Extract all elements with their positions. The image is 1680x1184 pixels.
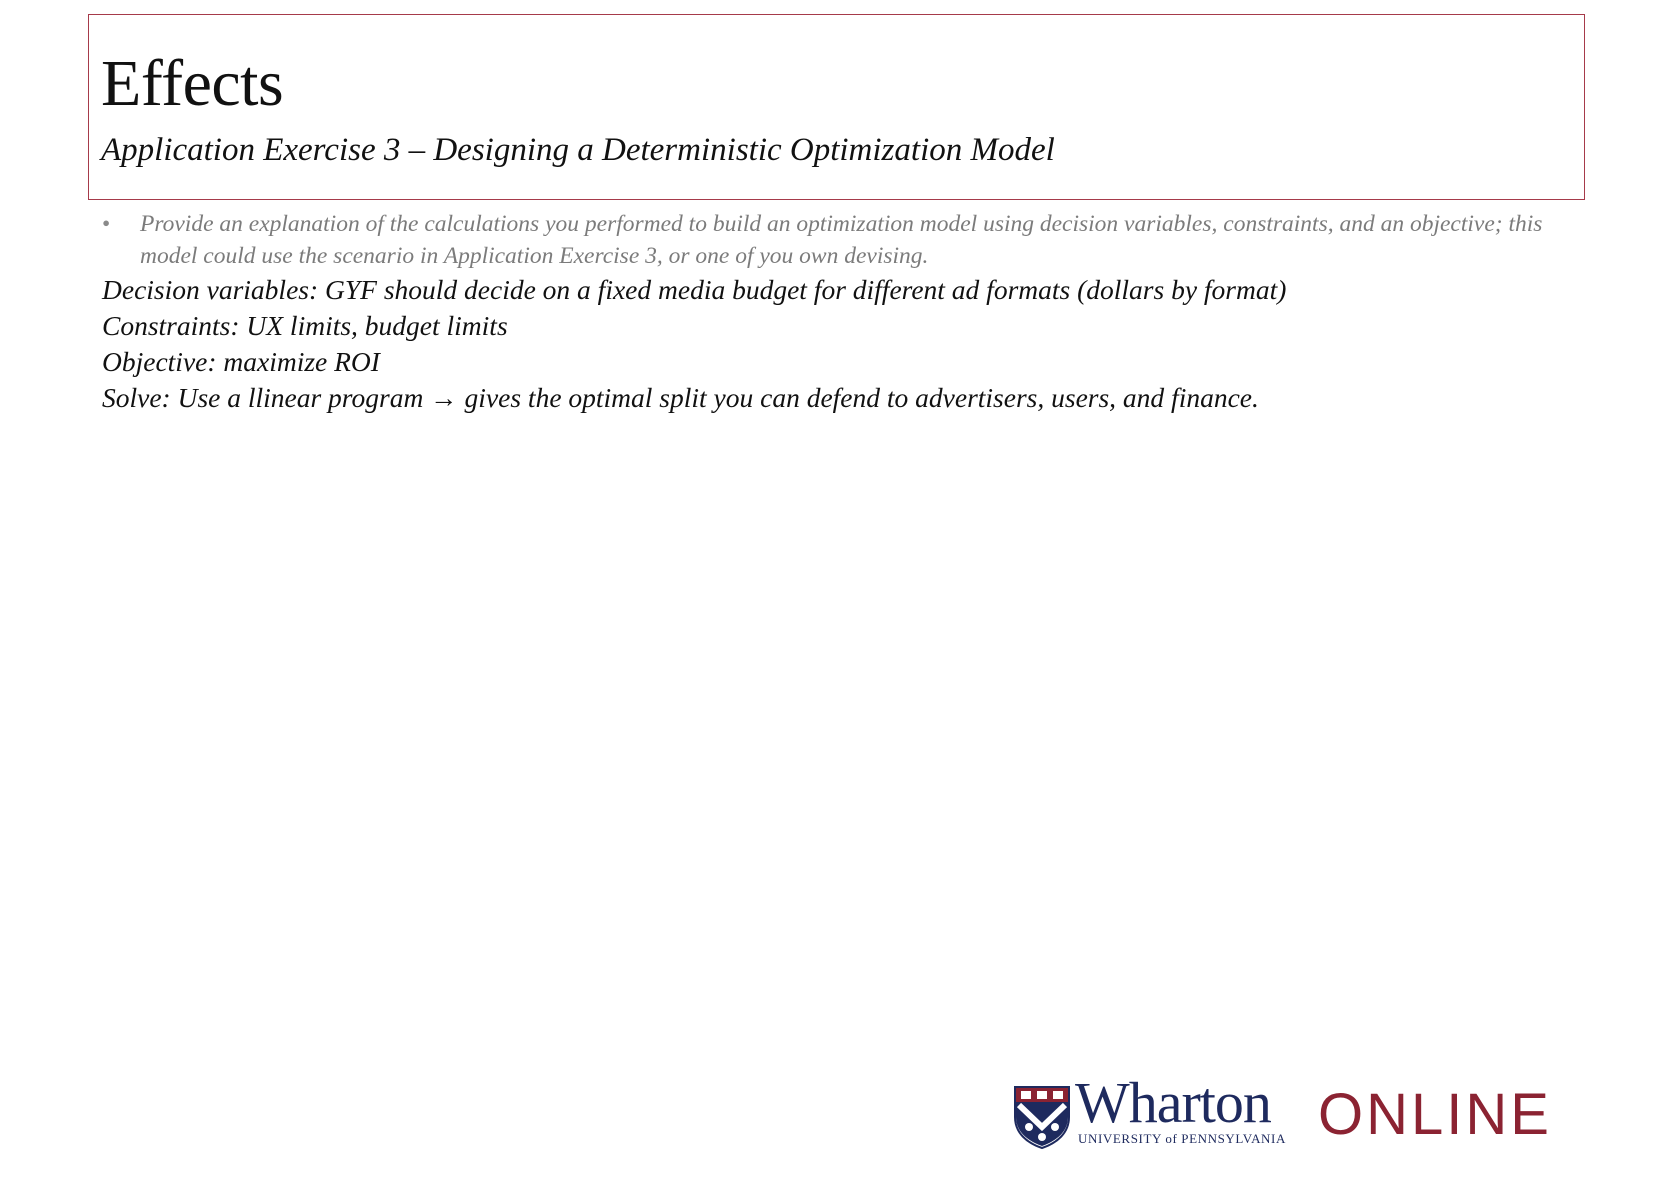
slide-content: [102, 208, 1572, 416]
answer-constraints: Constraints: UX limits, budget limits: [102, 310, 508, 341]
penn-shield-icon: [1013, 1085, 1071, 1149]
slide-subtitle: Application Exercise 3 – Designing a Deterministic Optimization Model: [101, 132, 1055, 168]
prompt-bullet-item: [102, 208, 1572, 272]
answer-solve: Solve: Use a llinear program → gives the optimal split you can defend to advertisers, users, and finance.: [102, 382, 1259, 413]
wharton-wordmark: Wharton: [1075, 1070, 1271, 1135]
online-label: ONLINE: [1318, 1082, 1552, 1147]
slide-title: Effects: [101, 47, 284, 120]
wharton-online-logo: [1013, 1070, 1573, 1150]
bullet-icon: •: [102, 211, 111, 237]
answer-objective: Objective: maximize ROI: [102, 346, 380, 377]
upenn-tagline: UNIVERSITY of PENNSYLVANIA: [1078, 1131, 1286, 1146]
title-box: [88, 14, 1585, 200]
prompt-text: Provide an explanation of the calculations you performed to build an optimization model using decision variables, constraints, and an objective; this model could use the scenario in Application Exercise 3, or one of you own devising.: [140, 211, 1543, 269]
answer-decision-variables: Decision variables: GYF should decide on a fixed media budget for different ad formats (dollars by format): [102, 274, 1287, 305]
